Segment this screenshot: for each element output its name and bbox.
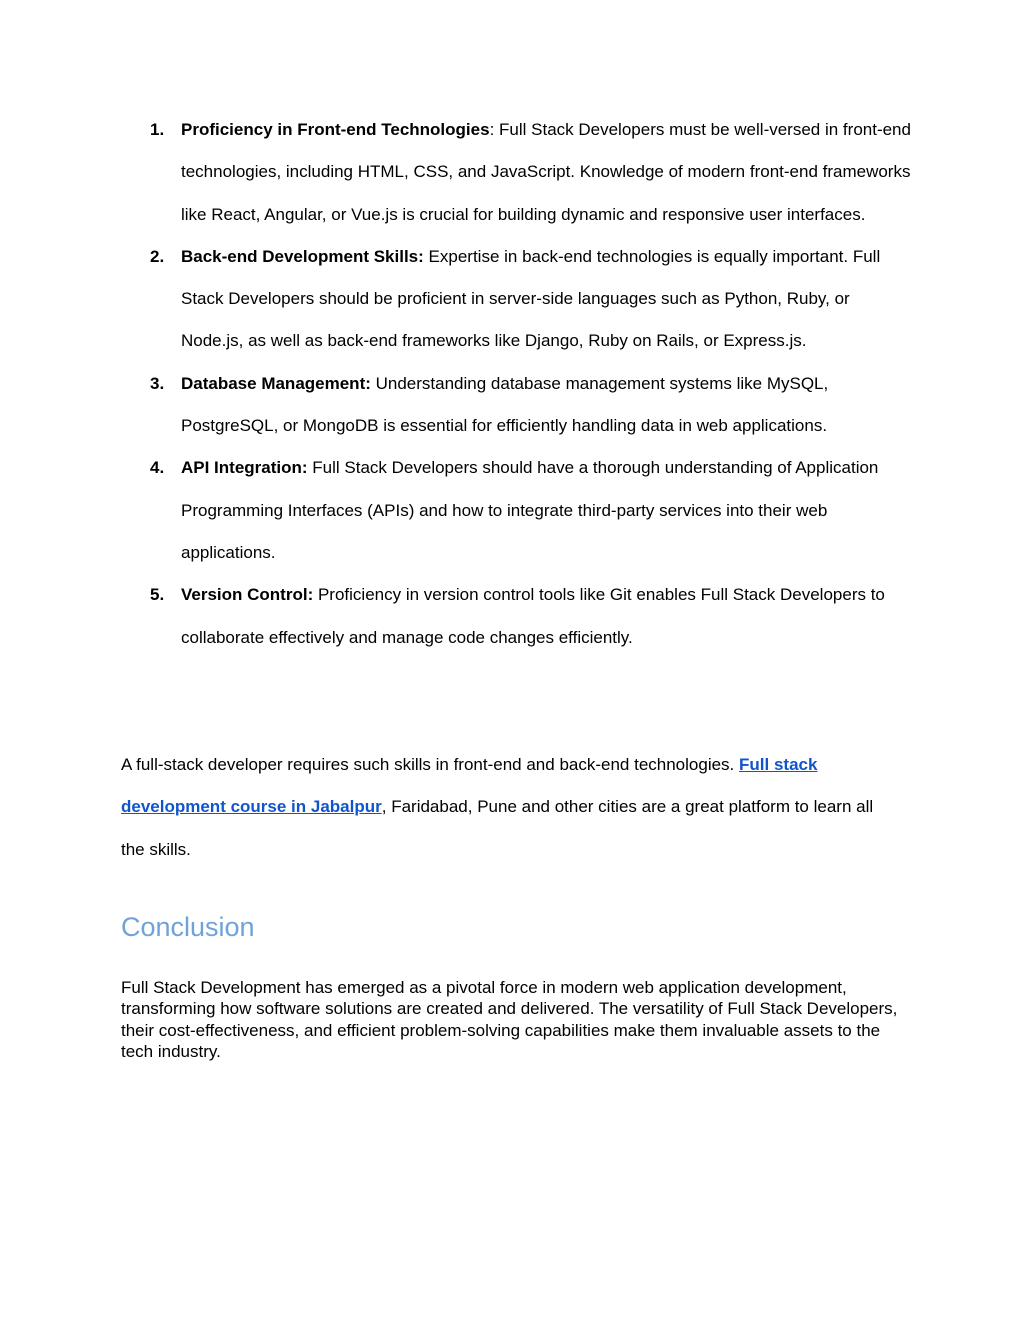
list-number: 5. [150,585,165,605]
course-link[interactable]: Full stack development course in Jabalpur [121,755,818,817]
skills-list [121,109,911,659]
skill-description: Understanding database management systems like MySQL, PostgreSQL, or MongoDB is essential for efficiently handling data in web applications. [181,373,829,436]
list-number: 3. [150,373,165,393]
summary-text-before-link: A full-stack developer requires such skills in front-end and back-end technologies. [121,755,740,774]
skill-description: Full Stack Developers must be well-versed in front-end technologies, including HTML, CSS, and JavaScript. Knowledge of modern front-end frameworks like React, Angular, or Vue.js is crucial for building dynamic and responsive user interfaces. [181,120,911,224]
skill-title: Version Control: [181,585,314,605]
conclusion-paragraph: Full Stack Development has emerged as a pivotal force in modern web application development, transforming how software solutions are created and delivered. The versatility of Full Stack Developers, their cost-effectiveness, and efficient problem-solving capabilities make them invaluable assets to the tech industry. [121,978,898,1061]
skill-title: API Integration: [181,458,308,478]
list-item [121,574,911,659]
skill-description: Expertise in back-end technologies is equally important. Full Stack Developers should be proficient in server-side languages such as Python, Ruby, or Node.js, as well as back-end frameworks like Django, Ruby on Rails, or Express.js. [181,246,881,351]
skill-title: Back-end Development Skills: [181,246,424,266]
skill-description: Proficiency in version control tools like Git enables Full Stack Developers to collaborate effectively and manage code changes efficiently. [181,585,885,647]
conclusion-heading: Conclusion [121,912,255,942]
list-item [121,447,911,574]
list-number: 1. [150,120,165,139]
skill-separator: : [489,120,495,139]
skill-description: Full Stack Developers should have a thorough understanding of Application Programming Interfaces (APIs) and how to integrate third-party services into their web applications. [181,458,879,562]
skill-title: Database Management: [181,373,371,393]
summary-paragraph [121,744,901,871]
list-number: 2. [150,246,165,266]
list-item [121,236,911,363]
list-item [121,363,911,448]
summary-text-after-link: , Faridabad, Pune and other cities are a great platform to learn all the skills. [121,797,874,859]
skill-title: Proficiency in Front-end Technologies [181,120,490,139]
list-number: 4. [150,458,165,478]
list-item [121,109,911,236]
